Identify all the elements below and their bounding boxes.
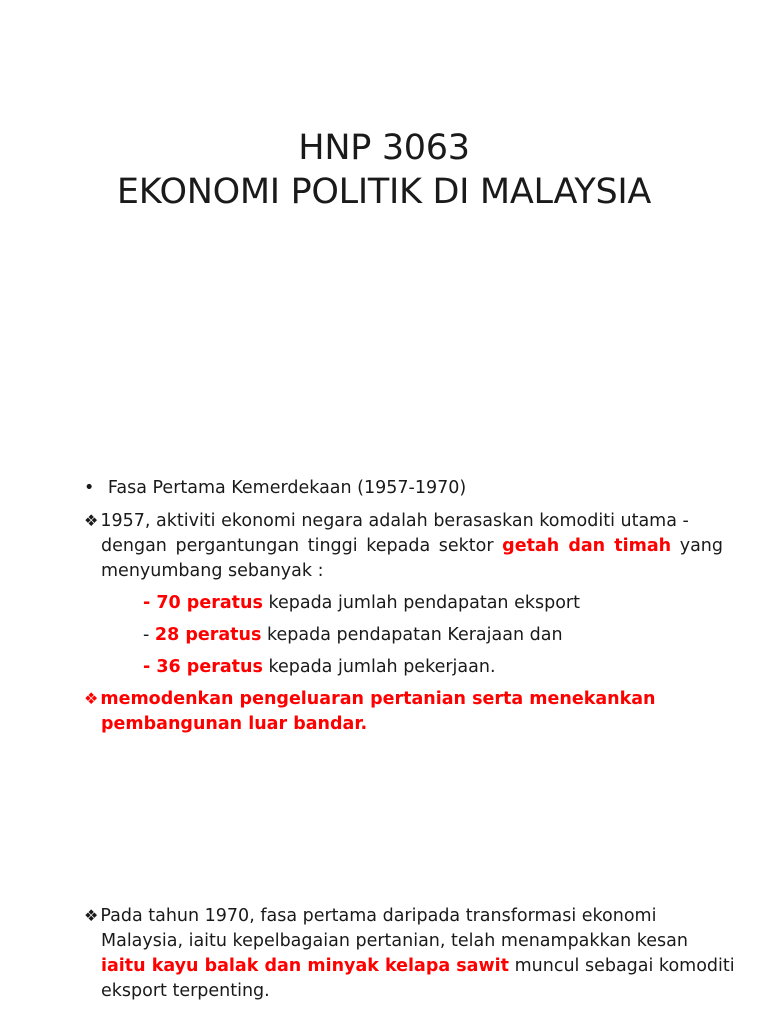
stat-item-1: - 70 peratus kepada jumlah pendapatan eksport [143, 593, 580, 613]
paragraph-3-line-2: Malaysia, iaitu kepelbagaian pertanian, telah menampakkan kesan [101, 931, 688, 951]
paragraph-3-line-3: iaitu kayu balak dan minyak kelapa sawit muncul sebagai komoditi [101, 956, 735, 976]
stat-36-percent: - 36 peratus [143, 657, 263, 677]
stat-item-3: - 36 peratus kepada jumlah pekerjaan. [143, 657, 496, 677]
stat-28-percent: 28 peratus [154, 625, 262, 645]
stat-70-percent: - 70 peratus [143, 593, 263, 613]
highlight-kayu-sawit: iaitu kayu balak dan minyak kelapa sawit [101, 956, 510, 976]
paragraph-2-line-1: ❖ memodenkan pengeluaran pertanian serta menekankan [84, 689, 656, 709]
course-title: EKONOMI POLITIK DI MALAYSIA [116, 172, 652, 212]
paragraph-2-line-2: pembangunan luar bandar. [101, 714, 368, 734]
diamond-bullet-icon: ❖ [84, 906, 99, 925]
paragraph-3-line-1: ❖ Pada tahun 1970, fasa pertama daripada transformasi ekonomi [84, 906, 657, 926]
phase-heading-row [84, 478, 466, 498]
stat-item-2: - 28 peratus kepada pendapatan Kerajaan dan [143, 625, 563, 645]
slide-title [0, 126, 768, 214]
paragraph-1-line-1: ❖ 1957, aktiviti ekonomi negara adalah berasaskan komoditi utama - [84, 511, 689, 531]
phase-heading: Fasa Pertama Kemerdekaan (1957-1970) [107, 478, 467, 498]
paragraph-1-line-3: menyumbang sebanyak : [101, 561, 324, 581]
diamond-bullet-icon: ❖ [84, 511, 99, 530]
diamond-bullet-icon: ❖ [84, 689, 99, 708]
paragraph-1-line-2: dengan pergantungan tinggi kepada sektor getah dan timah yang [101, 536, 724, 556]
bullet-icon: • [84, 478, 95, 498]
highlight-getah-timah: getah dan timah [502, 536, 672, 556]
course-code: HNP 3063 [298, 128, 470, 168]
paragraph-3-line-4: eksport terpenting. [101, 981, 270, 1001]
